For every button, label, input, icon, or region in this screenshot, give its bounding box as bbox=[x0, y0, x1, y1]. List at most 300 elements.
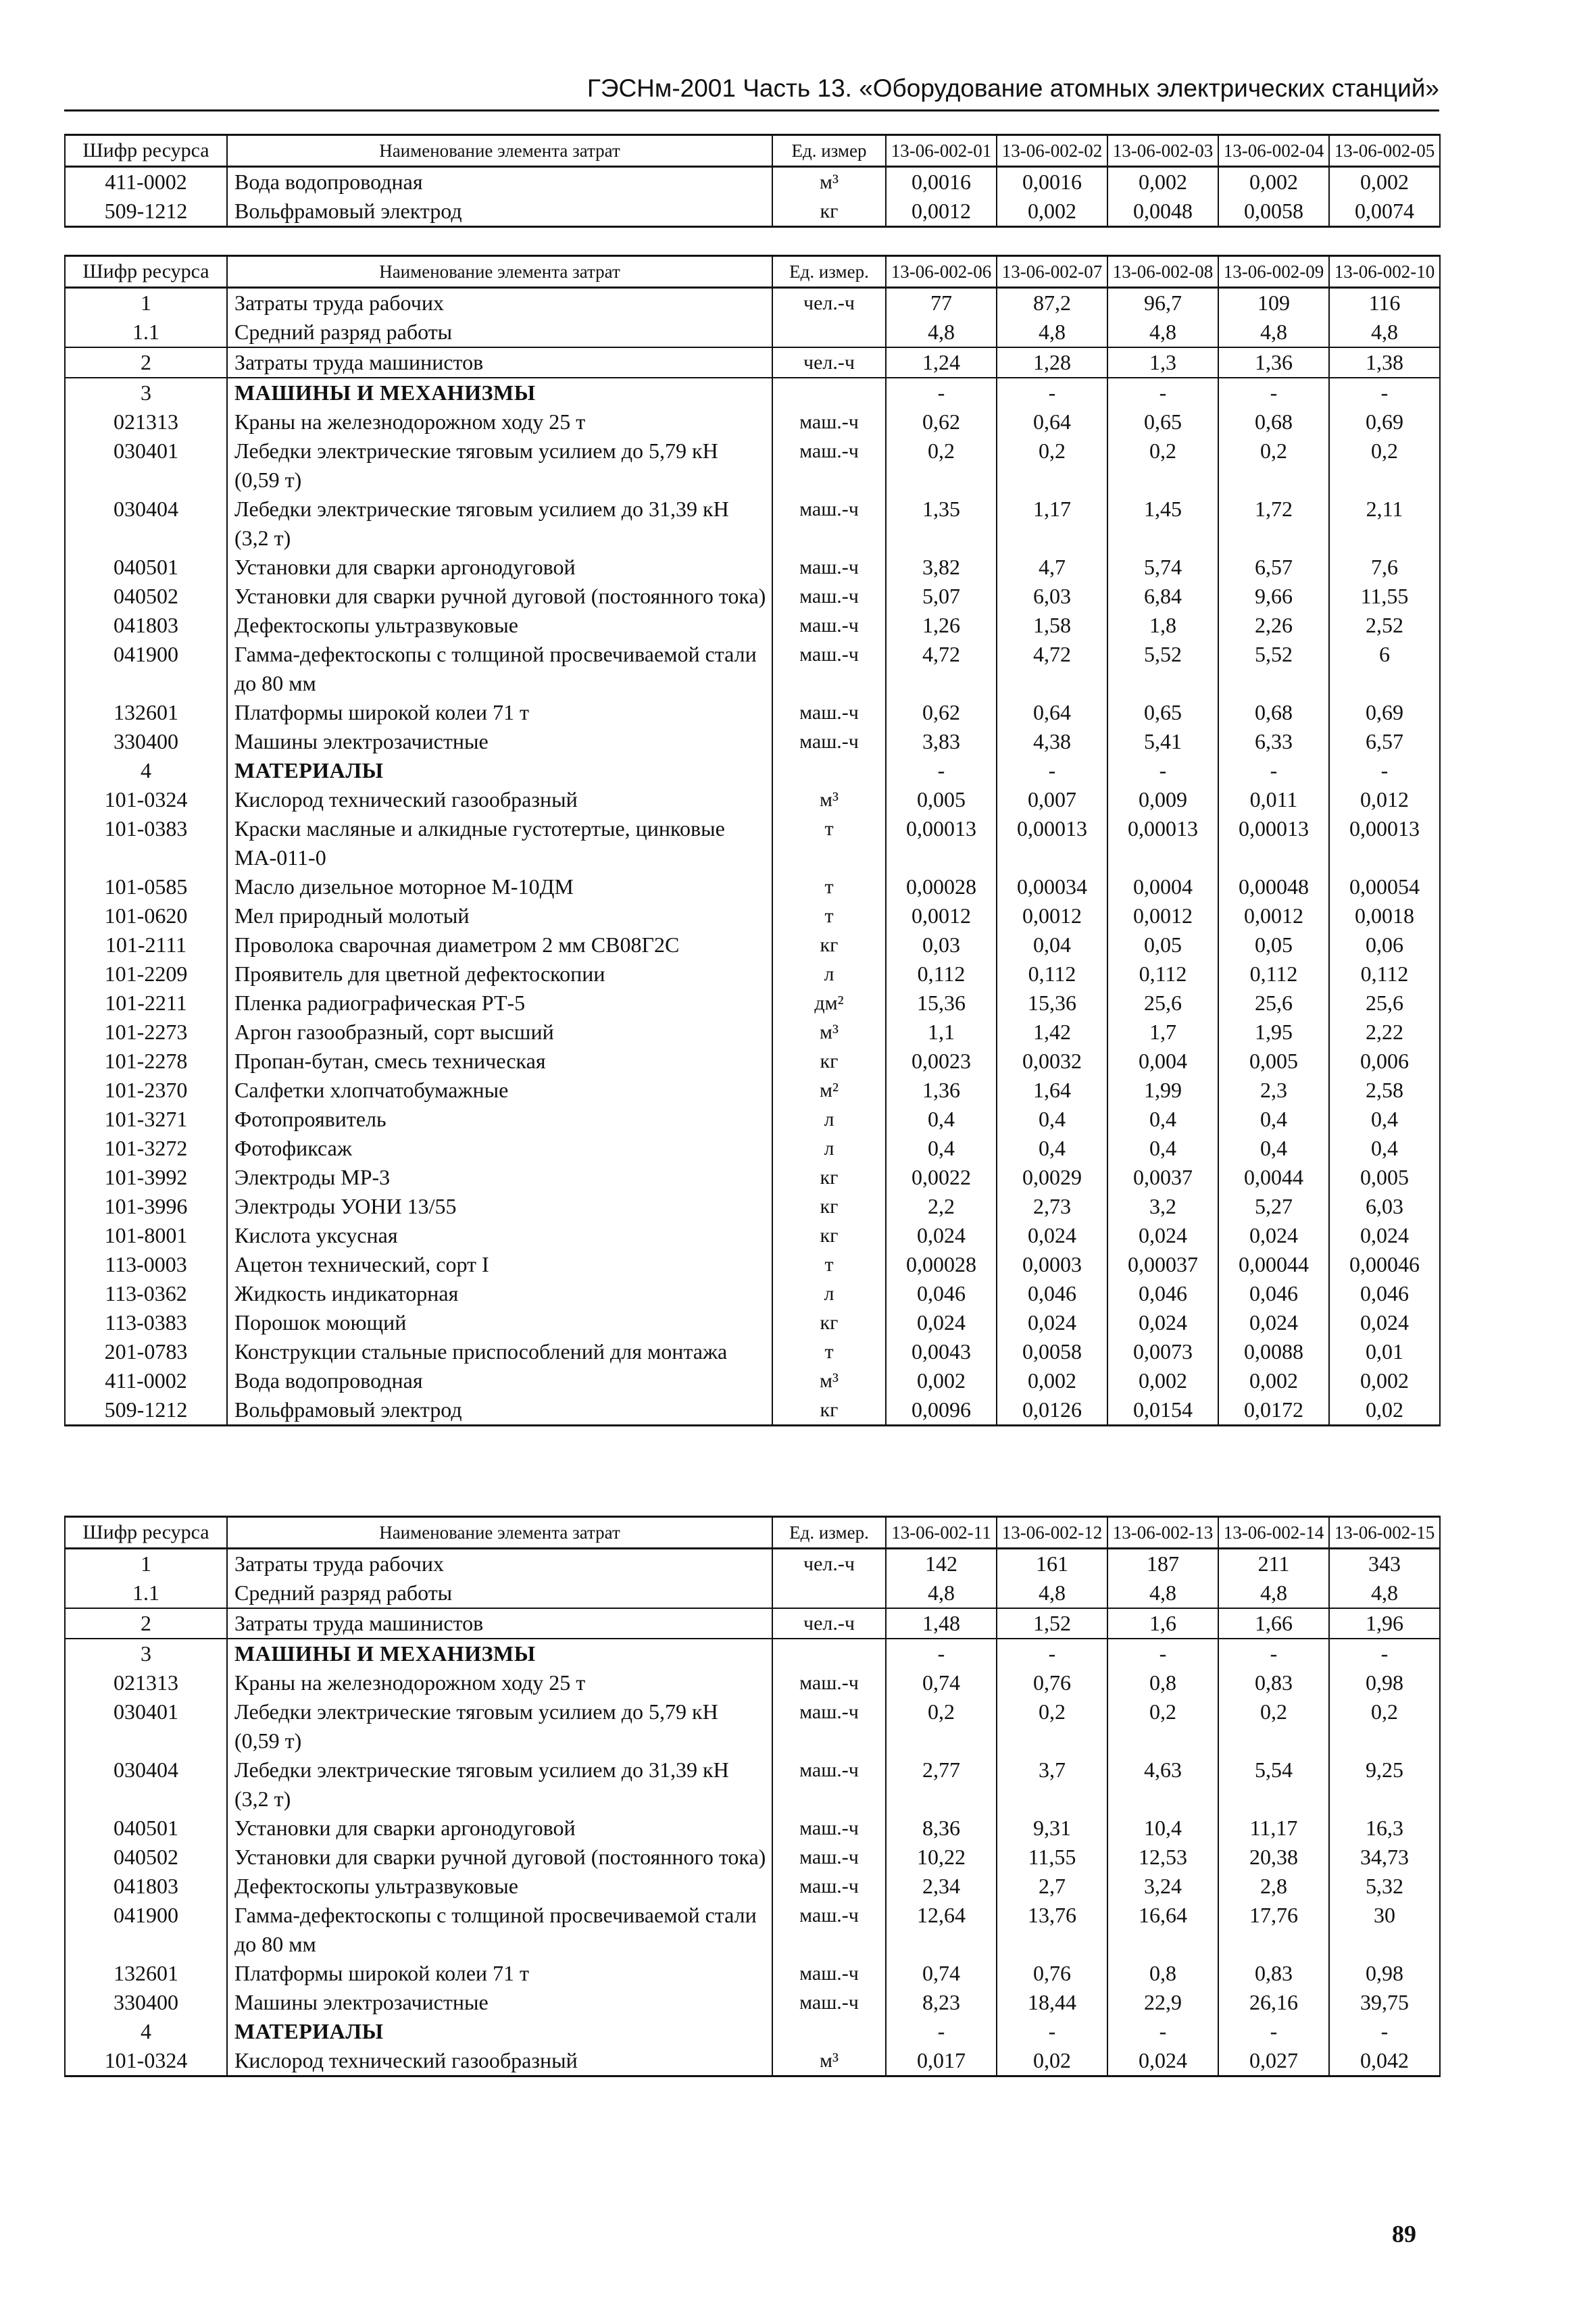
norm-value: 4,8 bbox=[1107, 318, 1218, 347]
norm-value: - bbox=[1218, 378, 1329, 407]
norm-value: 0,046 bbox=[886, 1279, 997, 1308]
cost-element-name: Пленка радиографическая РТ-5 bbox=[227, 989, 772, 1018]
unit-of-measure: маш.-ч bbox=[772, 582, 886, 611]
cost-element-name: Лебедки электрические тяговым усилием до 31,39 кН (3,2 т) bbox=[227, 1756, 772, 1814]
norm-value: 0,00028 bbox=[886, 1250, 997, 1279]
cost-element-name: Лебедки электрические тяговым усилием до 5,79 кН (0,59 т) bbox=[227, 1697, 772, 1756]
norm-value: - bbox=[1329, 1639, 1440, 1668]
resource-code: 101-0324 bbox=[65, 785, 227, 814]
norm-value: 0,98 bbox=[1329, 1959, 1440, 1988]
header-col: 13-06-002-06 bbox=[886, 256, 997, 288]
table-header-row bbox=[65, 1517, 1440, 1549]
header-col: 13-06-002-04 bbox=[1218, 135, 1329, 167]
norm-value: 0,0074 bbox=[1329, 197, 1440, 227]
resource-code: 101-3272 bbox=[65, 1134, 227, 1163]
norm-value: 0,00013 bbox=[1218, 814, 1329, 872]
norm-value: 0,002 bbox=[1329, 167, 1440, 197]
header-col: 13-06-002-01 bbox=[886, 135, 997, 167]
cost-element-name: Краски масляные и алкидные густотертые, цинковые МА-011-0 bbox=[227, 814, 772, 872]
norm-value: 3,24 bbox=[1107, 1872, 1218, 1901]
norm-value: 0,004 bbox=[1107, 1047, 1218, 1076]
norm-value: 4,72 bbox=[886, 640, 997, 698]
norm-value: 6,03 bbox=[1329, 1192, 1440, 1221]
norm-value: 0,042 bbox=[1329, 2046, 1440, 2076]
norm-value: 3,2 bbox=[1107, 1192, 1218, 1221]
header-name: Наименование элемента затрат bbox=[227, 1517, 772, 1549]
table-row bbox=[65, 1221, 1440, 1250]
norm-value: 0,05 bbox=[1218, 930, 1329, 960]
cost-element-name: Порошок моющий bbox=[227, 1308, 772, 1337]
resource-code: 041900 bbox=[65, 1901, 227, 1959]
norm-value: 6,57 bbox=[1329, 727, 1440, 756]
norm-value: 6,03 bbox=[997, 582, 1107, 611]
resource-code: 040501 bbox=[65, 1814, 227, 1843]
unit-of-measure: м³ bbox=[772, 1018, 886, 1047]
table-row bbox=[65, 698, 1440, 727]
unit-of-measure: чел.-ч bbox=[772, 347, 886, 378]
unit-of-measure: кг bbox=[772, 197, 886, 227]
norm-value: 116 bbox=[1329, 288, 1440, 318]
norm-value: - bbox=[997, 378, 1107, 407]
norm-value: - bbox=[886, 756, 997, 785]
norm-value: 4,8 bbox=[1218, 1578, 1329, 1608]
table-row bbox=[65, 1988, 1440, 2017]
table-row bbox=[65, 407, 1440, 437]
resource-code: 113-0003 bbox=[65, 1250, 227, 1279]
norm-value: 1,26 bbox=[886, 611, 997, 640]
cost-element-name: Средний разряд работы bbox=[227, 1578, 772, 1608]
resource-code: 101-2278 bbox=[65, 1047, 227, 1076]
norm-value: 1,64 bbox=[997, 1076, 1107, 1105]
resource-code: 101-2111 bbox=[65, 930, 227, 960]
table-row bbox=[65, 347, 1440, 378]
resource-code: 030401 bbox=[65, 437, 227, 495]
norm-value: 12,53 bbox=[1107, 1843, 1218, 1872]
resource-code: 113-0362 bbox=[65, 1279, 227, 1308]
norm-value: 0,0012 bbox=[886, 197, 997, 227]
resource-code: 1 bbox=[65, 288, 227, 318]
table-header-row bbox=[65, 256, 1440, 288]
cost-element-name: Кислота уксусная bbox=[227, 1221, 772, 1250]
unit-of-measure: дм² bbox=[772, 989, 886, 1018]
header-col: 13-06-002-09 bbox=[1218, 256, 1329, 288]
norm-value: 0,024 bbox=[1329, 1221, 1440, 1250]
norm-value: 0,0023 bbox=[886, 1047, 997, 1076]
cost-element-name: Кислород технический газообразный bbox=[227, 785, 772, 814]
table-row bbox=[65, 1163, 1440, 1192]
header-col: 13-06-002-13 bbox=[1107, 1517, 1218, 1549]
cost-element-name: Машины электрозачистные bbox=[227, 727, 772, 756]
unit-of-measure: т bbox=[772, 1337, 886, 1366]
norm-value: 25,6 bbox=[1107, 989, 1218, 1018]
norm-value: 9,66 bbox=[1218, 582, 1329, 611]
cost-element-name: Лебедки электрические тяговым усилием до 5,79 кН (0,59 т) bbox=[227, 437, 772, 495]
resource-code: 101-2209 bbox=[65, 960, 227, 989]
norm-value: 1,36 bbox=[1218, 347, 1329, 378]
norm-value: 0,83 bbox=[1218, 1668, 1329, 1697]
unit-of-measure: м³ bbox=[772, 1366, 886, 1395]
norm-value: 0,0172 bbox=[1218, 1395, 1329, 1426]
norm-value: 5,54 bbox=[1218, 1756, 1329, 1814]
norm-value: 15,36 bbox=[997, 989, 1107, 1018]
header-unit: Ед. измер. bbox=[772, 256, 886, 288]
resource-code: 132601 bbox=[65, 1959, 227, 1988]
resource-code: 021313 bbox=[65, 407, 227, 437]
resource-code: 201-0783 bbox=[65, 1337, 227, 1366]
unit-of-measure: чел.-ч bbox=[772, 1549, 886, 1579]
norm-value: 0,8 bbox=[1107, 1959, 1218, 1988]
norm-value: 34,73 bbox=[1329, 1843, 1440, 1872]
norm-value: 1,95 bbox=[1218, 1018, 1329, 1047]
norm-value: 0,024 bbox=[1329, 1308, 1440, 1337]
unit-of-measure: кг bbox=[772, 1163, 886, 1192]
header-col: 13-06-002-03 bbox=[1107, 135, 1218, 167]
norm-value: 0,005 bbox=[886, 785, 997, 814]
resource-code: 4 bbox=[65, 756, 227, 785]
norm-value: 0,62 bbox=[886, 407, 997, 437]
norm-value: 0,0048 bbox=[1107, 197, 1218, 227]
table-row bbox=[65, 1308, 1440, 1337]
norm-value: - bbox=[1218, 1639, 1329, 1668]
norm-value: 4,7 bbox=[997, 553, 1107, 582]
unit-of-measure: маш.-ч bbox=[772, 437, 886, 495]
resource-code: 041803 bbox=[65, 1872, 227, 1901]
norm-value: 0,002 bbox=[1218, 167, 1329, 197]
cost-element-name: Платформы широкой колеи 71 т bbox=[227, 1959, 772, 1988]
norm-value: 0,64 bbox=[997, 407, 1107, 437]
norm-value: 2,77 bbox=[886, 1756, 997, 1814]
norm-value: 161 bbox=[997, 1549, 1107, 1579]
norm-value: 0,2 bbox=[886, 437, 997, 495]
norm-value: 1,45 bbox=[1107, 495, 1218, 553]
cost-element-name: Установки для сварки ручной дуговой (постоянного тока) bbox=[227, 582, 772, 611]
norm-value: 1,48 bbox=[886, 1608, 997, 1639]
norm-value: 0,69 bbox=[1329, 407, 1440, 437]
norm-value: 0,00044 bbox=[1218, 1250, 1329, 1279]
norm-value: 0,007 bbox=[997, 785, 1107, 814]
header-code: Шифр ресурса bbox=[65, 256, 227, 288]
norm-value: 1,42 bbox=[997, 1018, 1107, 1047]
norm-value: 0,002 bbox=[1107, 167, 1218, 197]
resource-code: 101-2211 bbox=[65, 989, 227, 1018]
norm-value: 0,112 bbox=[997, 960, 1107, 989]
norm-value: 2,7 bbox=[997, 1872, 1107, 1901]
resource-code: 411-0002 bbox=[65, 1366, 227, 1395]
norm-value: 0,046 bbox=[997, 1279, 1107, 1308]
norm-value: 0,0044 bbox=[1218, 1163, 1329, 1192]
norm-value: 1,8 bbox=[1107, 611, 1218, 640]
table-row bbox=[65, 1814, 1440, 1843]
norm-value: 18,44 bbox=[997, 1988, 1107, 2017]
header-code: Шифр ресурса bbox=[65, 1517, 227, 1549]
unit-of-measure bbox=[772, 318, 886, 347]
norm-value: 10,22 bbox=[886, 1843, 997, 1872]
norm-value: 8,36 bbox=[886, 1814, 997, 1843]
norm-value: 0,0012 bbox=[1218, 901, 1329, 930]
unit-of-measure: маш.-ч bbox=[772, 1901, 886, 1959]
table-row bbox=[65, 582, 1440, 611]
unit-of-measure: маш.-ч bbox=[772, 495, 886, 553]
cost-element-name: Затраты труда рабочих bbox=[227, 288, 772, 318]
table-row bbox=[65, 1018, 1440, 1047]
norm-value: 0,68 bbox=[1218, 407, 1329, 437]
unit-of-measure bbox=[772, 1578, 886, 1608]
norm-value: 96,7 bbox=[1107, 288, 1218, 318]
cost-element-name: Затраты труда рабочих bbox=[227, 1549, 772, 1579]
resource-code: 509-1212 bbox=[65, 1395, 227, 1426]
unit-of-measure: маш.-ч bbox=[772, 1668, 886, 1697]
norm-value: 0,002 bbox=[997, 197, 1107, 227]
norm-value: 0,2 bbox=[1218, 1697, 1329, 1756]
cost-element-name: Кислород технический газообразный bbox=[227, 2046, 772, 2076]
unit-of-measure: чел.-ч bbox=[772, 1608, 886, 1639]
norms-table-3 bbox=[64, 1516, 1441, 2077]
norm-value: 0,00013 bbox=[886, 814, 997, 872]
norm-value: 0,112 bbox=[1329, 960, 1440, 989]
norm-value: 6,84 bbox=[1107, 582, 1218, 611]
norm-value: 0,024 bbox=[1107, 1308, 1218, 1337]
norm-value: - bbox=[997, 756, 1107, 785]
resource-code: 040502 bbox=[65, 582, 227, 611]
norm-value: 77 bbox=[886, 288, 997, 318]
norm-value: 87,2 bbox=[997, 288, 1107, 318]
table-row bbox=[65, 1756, 1440, 1814]
unit-of-measure bbox=[772, 756, 886, 785]
norm-value: - bbox=[1329, 756, 1440, 785]
norm-value: 5,74 bbox=[1107, 553, 1218, 582]
cost-element-name: Жидкость индикаторная bbox=[227, 1279, 772, 1308]
norm-value: 0,64 bbox=[997, 698, 1107, 727]
norm-value: 0,0058 bbox=[1218, 197, 1329, 227]
unit-of-measure: маш.-ч bbox=[772, 640, 886, 698]
norm-value: 0,00013 bbox=[1329, 814, 1440, 872]
cost-element-name: Электроды УОНИ 13/55 bbox=[227, 1192, 772, 1221]
norm-value: 0,00054 bbox=[1329, 872, 1440, 901]
page-header: ГЭСНм-2001 Часть 13. «Оборудование атомных электрических станций» bbox=[64, 74, 1439, 111]
header-col: 13-06-002-07 bbox=[997, 256, 1107, 288]
norm-value: 0,69 bbox=[1329, 698, 1440, 727]
norm-value: 0,00034 bbox=[997, 872, 1107, 901]
resource-code: 040502 bbox=[65, 1843, 227, 1872]
resource-code: 411-0002 bbox=[65, 167, 227, 197]
norm-value: 0,002 bbox=[1218, 1366, 1329, 1395]
unit-of-measure: маш.-ч bbox=[772, 1814, 886, 1843]
table-row bbox=[65, 785, 1440, 814]
cost-element-name: Вольфрамовый электрод bbox=[227, 197, 772, 227]
norm-value: - bbox=[1218, 2017, 1329, 2046]
unit-of-measure: м³ bbox=[772, 2046, 886, 2076]
norm-value: 0,83 bbox=[1218, 1959, 1329, 1988]
cost-element-name: Фотофиксаж bbox=[227, 1134, 772, 1163]
norm-value: 11,17 bbox=[1218, 1814, 1329, 1843]
norm-value: 0,0096 bbox=[886, 1395, 997, 1426]
norm-value: 0,0004 bbox=[1107, 872, 1218, 901]
unit-of-measure: маш.-ч bbox=[772, 407, 886, 437]
norm-value: 0,017 bbox=[886, 2046, 997, 2076]
resource-code: 101-3271 bbox=[65, 1105, 227, 1134]
norm-value: 10,4 bbox=[1107, 1814, 1218, 1843]
norm-value: 3,7 bbox=[997, 1756, 1107, 1814]
unit-of-measure: чел.-ч bbox=[772, 288, 886, 318]
table-row bbox=[65, 1872, 1440, 1901]
norm-value: 3,82 bbox=[886, 553, 997, 582]
norm-value: 1,1 bbox=[886, 1018, 997, 1047]
norm-value: 26,16 bbox=[1218, 1988, 1329, 2017]
resource-code: 330400 bbox=[65, 1988, 227, 2017]
table-row bbox=[65, 640, 1440, 698]
norm-value: 0,0012 bbox=[1107, 901, 1218, 930]
unit-of-measure: кг bbox=[772, 1192, 886, 1221]
norm-value: 0,05 bbox=[1107, 930, 1218, 960]
norm-value: - bbox=[886, 378, 997, 407]
norm-value: 0,024 bbox=[1218, 1221, 1329, 1250]
norm-value: 0,68 bbox=[1218, 698, 1329, 727]
header-col: 13-06-002-15 bbox=[1329, 1517, 1440, 1549]
norm-value: 0,06 bbox=[1329, 930, 1440, 960]
norm-value: 0,0073 bbox=[1107, 1337, 1218, 1366]
norm-value: 4,72 bbox=[997, 640, 1107, 698]
resource-code: 101-2370 bbox=[65, 1076, 227, 1105]
norm-value: 0,0088 bbox=[1218, 1337, 1329, 1366]
unit-of-measure: л bbox=[772, 960, 886, 989]
norm-value: 0,112 bbox=[886, 960, 997, 989]
norm-value: 0,00048 bbox=[1218, 872, 1329, 901]
table-row bbox=[65, 872, 1440, 901]
cost-element-name: МАТЕРИАЛЫ bbox=[227, 756, 772, 785]
table-row bbox=[65, 378, 1440, 407]
cost-element-name: Краны на железнодорожном ходу 25 т bbox=[227, 1668, 772, 1697]
norm-value: 1,38 bbox=[1329, 347, 1440, 378]
norm-value: 0,00013 bbox=[997, 814, 1107, 872]
table-row bbox=[65, 1549, 1440, 1579]
norm-value: 0,4 bbox=[997, 1134, 1107, 1163]
norm-value: 1,99 bbox=[1107, 1076, 1218, 1105]
norm-value: 0,2 bbox=[1329, 1697, 1440, 1756]
norm-value: 0,009 bbox=[1107, 785, 1218, 814]
table-row bbox=[65, 553, 1440, 582]
cost-element-name: Проявитель для цветной дефектоскопии bbox=[227, 960, 772, 989]
norm-value: 0,046 bbox=[1218, 1279, 1329, 1308]
table-row bbox=[65, 2046, 1440, 2076]
norm-value: 0,112 bbox=[1107, 960, 1218, 989]
unit-of-measure: кг bbox=[772, 1221, 886, 1250]
norm-value: 0,0154 bbox=[1107, 1395, 1218, 1426]
norm-value: 4,8 bbox=[997, 318, 1107, 347]
norm-value: 0,65 bbox=[1107, 698, 1218, 727]
unit-of-measure: маш.-ч bbox=[772, 553, 886, 582]
norm-value: 4,8 bbox=[1218, 318, 1329, 347]
page-number: 89 bbox=[1392, 2220, 1416, 2247]
norm-value: 0,00013 bbox=[1107, 814, 1218, 872]
cost-element-name: Вода водопроводная bbox=[227, 167, 772, 197]
norm-value: 0,024 bbox=[1218, 1308, 1329, 1337]
norm-value: 5,52 bbox=[1107, 640, 1218, 698]
cost-element-name: Аргон газообразный, сорт высший bbox=[227, 1018, 772, 1047]
table-row bbox=[65, 1578, 1440, 1608]
table-row bbox=[65, 167, 1440, 197]
cost-element-name: Гамма-дефектоскопы с толщиной просвечиваемой стали до 80 мм bbox=[227, 640, 772, 698]
resource-code: 101-3996 bbox=[65, 1192, 227, 1221]
norm-value: 0,0126 bbox=[997, 1395, 1107, 1426]
unit-of-measure: л bbox=[772, 1279, 886, 1308]
table-row bbox=[65, 197, 1440, 227]
norm-value: - bbox=[1329, 378, 1440, 407]
header-col: 13-06-002-08 bbox=[1107, 256, 1218, 288]
header-col: 13-06-002-11 bbox=[886, 1517, 997, 1549]
norm-value: 0,98 bbox=[1329, 1668, 1440, 1697]
cost-element-name: Вода водопроводная bbox=[227, 1366, 772, 1395]
norm-value: 1,52 bbox=[997, 1608, 1107, 1639]
norm-value: 11,55 bbox=[1329, 582, 1440, 611]
table-row bbox=[65, 1697, 1440, 1756]
cost-element-name: Затраты труда машинистов bbox=[227, 1608, 772, 1639]
norm-value: - bbox=[886, 1639, 997, 1668]
norm-value: 5,07 bbox=[886, 582, 997, 611]
norm-value: 0,112 bbox=[1218, 960, 1329, 989]
norm-value: 0,002 bbox=[1107, 1366, 1218, 1395]
norm-value: 22,9 bbox=[1107, 1988, 1218, 2017]
norm-value: 0,0012 bbox=[997, 901, 1107, 930]
unit-of-measure: л bbox=[772, 1134, 886, 1163]
norm-value: 0,4 bbox=[1329, 1134, 1440, 1163]
unit-of-measure: маш.-ч bbox=[772, 1872, 886, 1901]
norm-value: - bbox=[1218, 756, 1329, 785]
header-col: 13-06-002-10 bbox=[1329, 256, 1440, 288]
norm-value: 0,0003 bbox=[997, 1250, 1107, 1279]
norm-value: 5,27 bbox=[1218, 1192, 1329, 1221]
resource-code: 101-2273 bbox=[65, 1018, 227, 1047]
norm-value: 0,024 bbox=[997, 1221, 1107, 1250]
norm-value: 0,0012 bbox=[886, 901, 997, 930]
norm-value: 0,2 bbox=[1107, 1697, 1218, 1756]
norm-value: - bbox=[997, 2017, 1107, 2046]
norm-value: 1,72 bbox=[1218, 495, 1329, 553]
norm-value: 0,0032 bbox=[997, 1047, 1107, 1076]
resource-code: 3 bbox=[65, 1639, 227, 1668]
table-row bbox=[65, 930, 1440, 960]
table-row bbox=[65, 1134, 1440, 1163]
norm-value: 4,8 bbox=[997, 1578, 1107, 1608]
norm-value: 4,8 bbox=[1107, 1578, 1218, 1608]
norm-value: 0,2 bbox=[1107, 437, 1218, 495]
table-row bbox=[65, 611, 1440, 640]
norm-value: 0,02 bbox=[997, 2046, 1107, 2076]
unit-of-measure: маш.-ч bbox=[772, 611, 886, 640]
norm-value: 2,73 bbox=[997, 1192, 1107, 1221]
norm-value: 0,011 bbox=[1218, 785, 1329, 814]
unit-of-measure: м³ bbox=[772, 167, 886, 197]
resource-code: 101-0383 bbox=[65, 814, 227, 872]
norm-value: 15,36 bbox=[886, 989, 997, 1018]
norm-value: 0,4 bbox=[1329, 1105, 1440, 1134]
resource-code: 101-3992 bbox=[65, 1163, 227, 1192]
norm-value: 0,024 bbox=[1107, 2046, 1218, 2076]
table-header-row bbox=[65, 135, 1440, 167]
cost-element-name: Фотопроявитель bbox=[227, 1105, 772, 1134]
norm-value: 211 bbox=[1218, 1549, 1329, 1579]
norm-value: 0,024 bbox=[886, 1221, 997, 1250]
norm-value: 0,0016 bbox=[886, 167, 997, 197]
norm-value: 7,6 bbox=[1329, 553, 1440, 582]
cost-element-name: Краны на железнодорожном ходу 25 т bbox=[227, 407, 772, 437]
norm-value: 0,024 bbox=[1107, 1221, 1218, 1250]
resource-code: 1.1 bbox=[65, 1578, 227, 1608]
table-row bbox=[65, 1668, 1440, 1697]
table-row bbox=[65, 318, 1440, 347]
norm-value: 13,76 bbox=[997, 1901, 1107, 1959]
norm-value: - bbox=[886, 2017, 997, 2046]
table-row bbox=[65, 2017, 1440, 2046]
